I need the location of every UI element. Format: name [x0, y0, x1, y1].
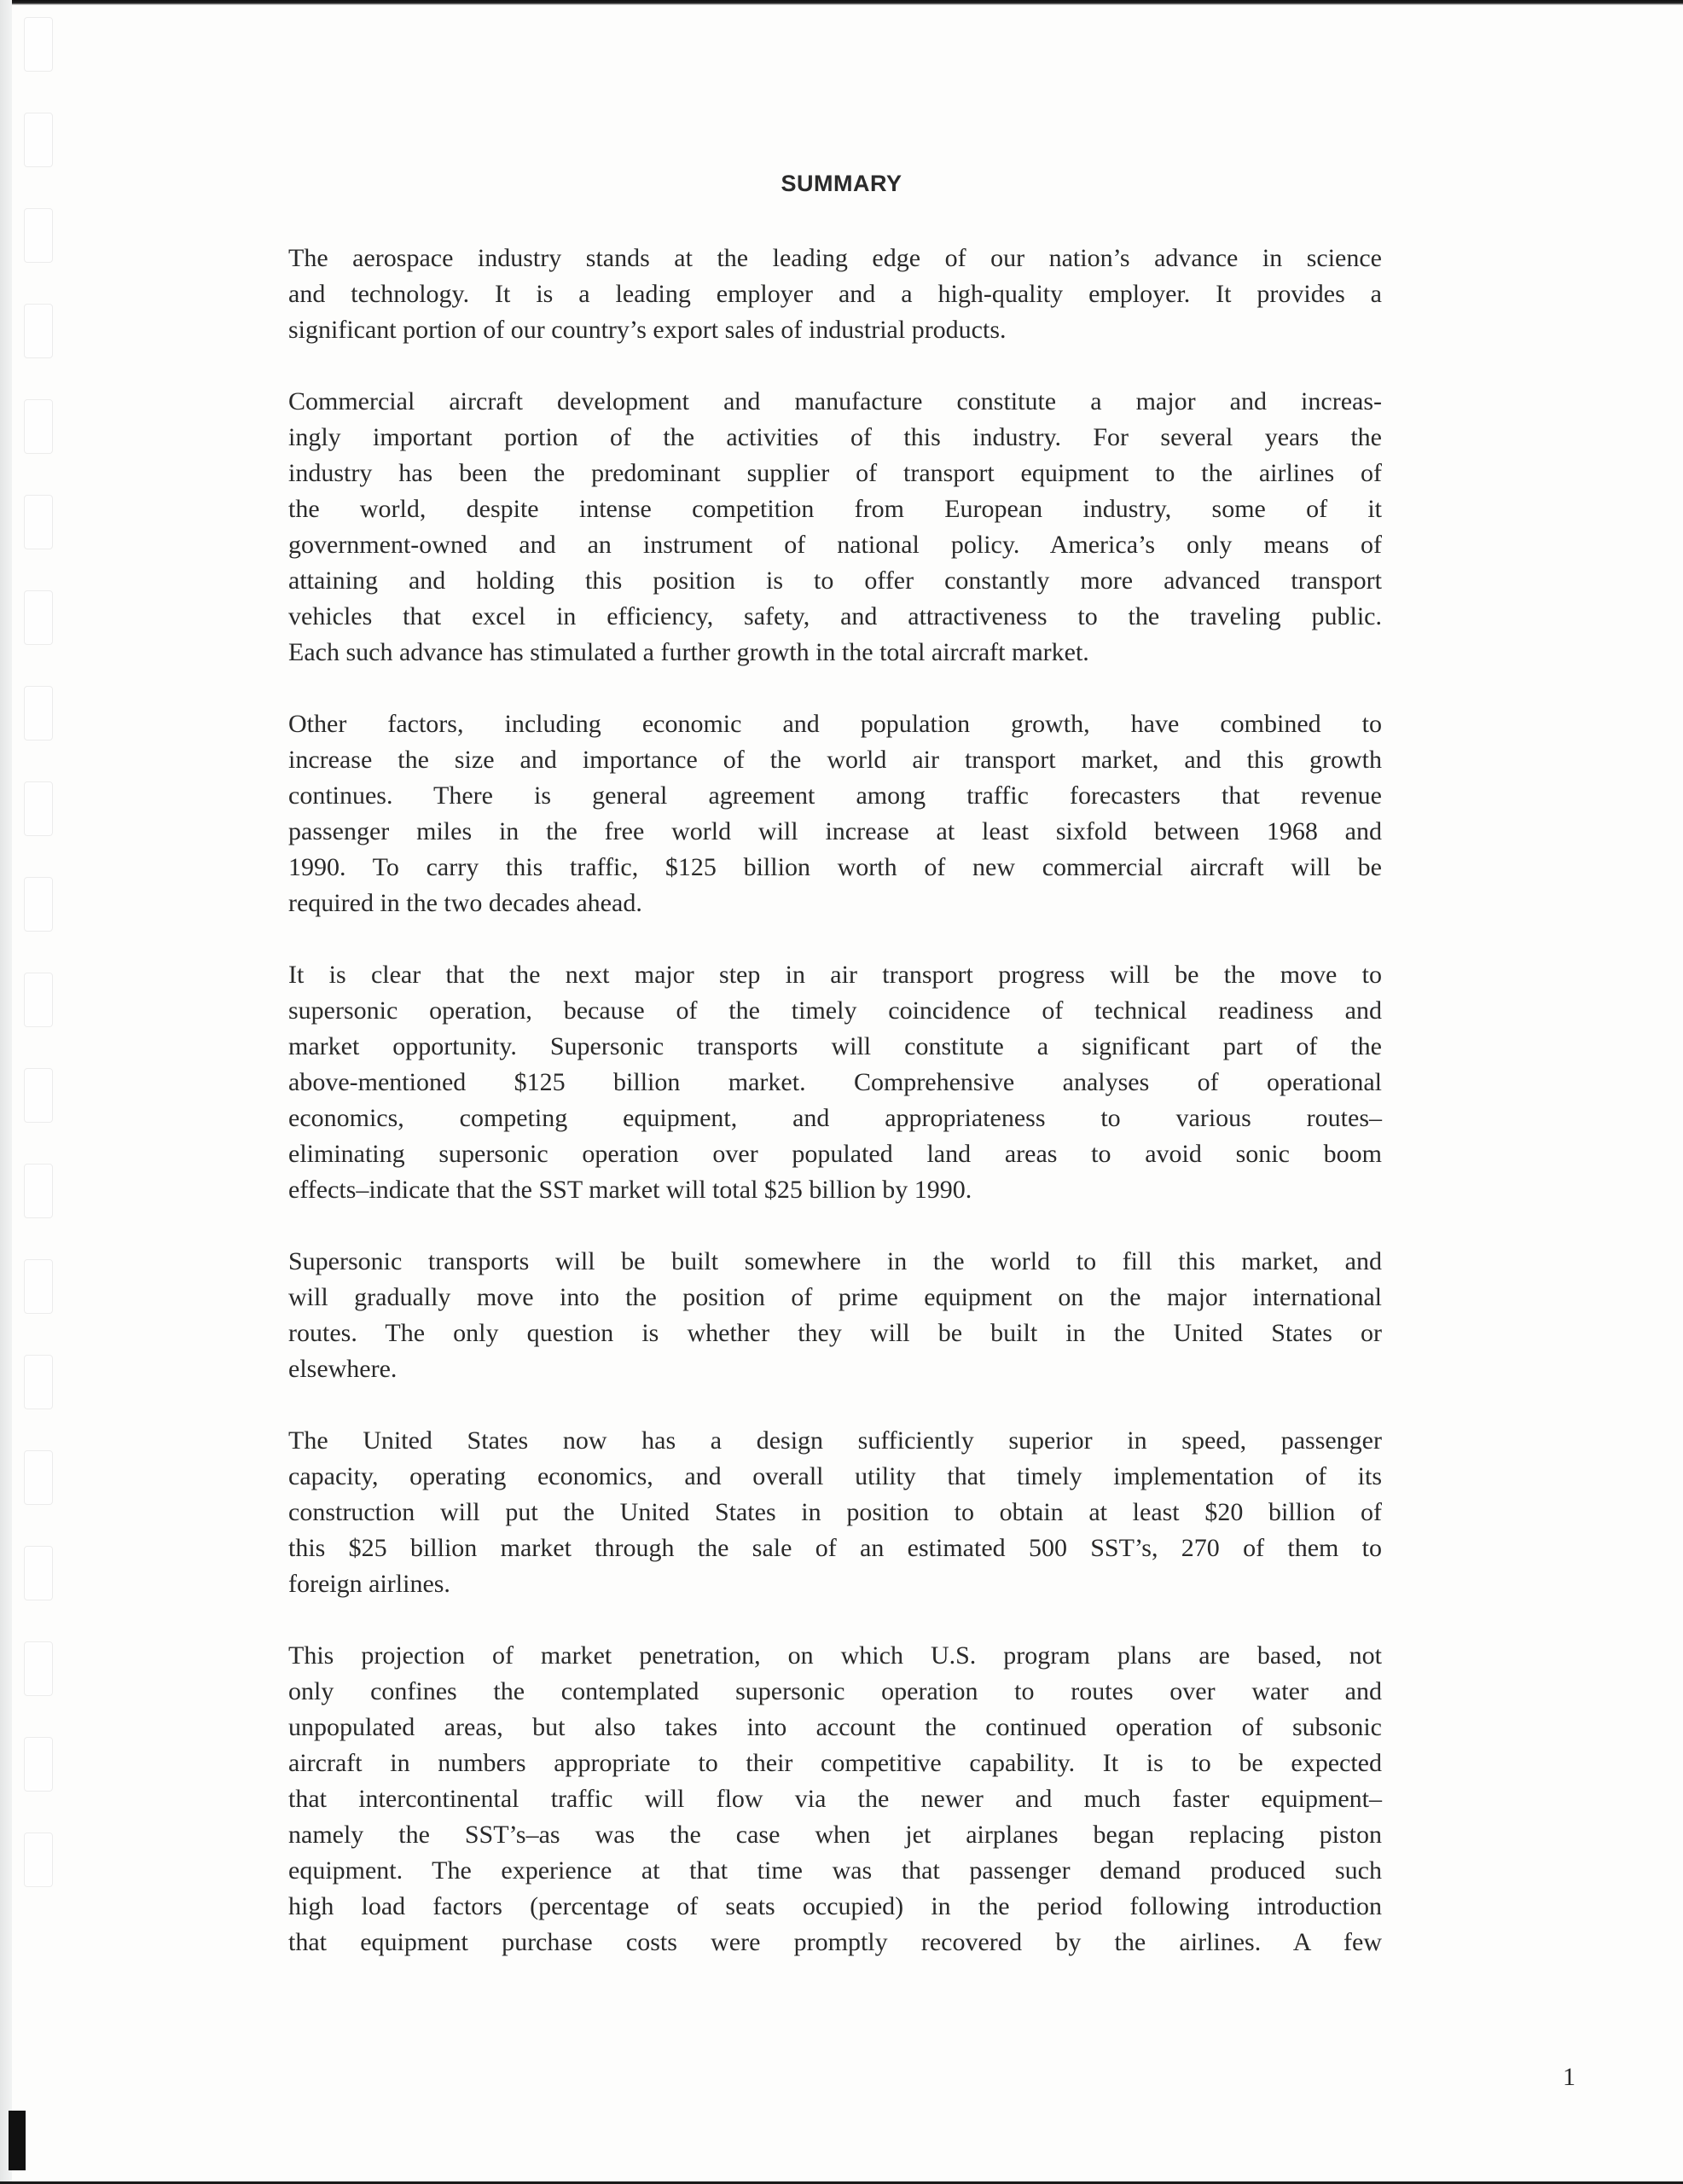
paragraph-line: routes. The only question is whether they will be built in the United States or	[288, 1319, 1382, 1347]
binding-hole	[24, 1737, 53, 1792]
paragraph-line: and technology. It is a leading employer and a high-quality employer. It provides a	[288, 280, 1382, 308]
paragraph	[288, 706, 1382, 921]
paragraph-line: attaining and holding this position is to offer constantly more advanced transport	[288, 566, 1382, 595]
binding-hole	[24, 304, 53, 358]
paragraph-line: government-owned and an instrument of national policy. America’s only means of	[288, 531, 1382, 559]
binding-hole	[24, 17, 53, 72]
paragraph-line: Supersonic transports will be built somewhere in the world to fill this market, and	[288, 1247, 1382, 1275]
binding-hole	[24, 973, 53, 1027]
paragraph-line: effects–indicate that the SST market will total $25 billion by 1990.	[288, 1176, 972, 1204]
paragraph-line: ingly important portion of the activities of this industry. For several years the	[288, 423, 1382, 451]
paragraph-line: The United States now has a design sufficiently superior in speed, passenger	[288, 1426, 1382, 1455]
binding-hole	[24, 113, 53, 167]
summary-body	[288, 241, 1382, 1996]
paragraph-line: continues. There is general agreement among traffic forecasters that revenue	[288, 781, 1382, 810]
paragraph-line: that intercontinental traffic will flow via the newer and much faster equipment–	[288, 1785, 1382, 1813]
paragraph-line: namely the SST’s–as was the case when jet airplanes began replacing piston	[288, 1821, 1382, 1849]
paragraph-line: foreign airlines.	[288, 1570, 450, 1598]
paragraph-line: capacity, operating economics, and overall utility that timely implementation of its	[288, 1462, 1382, 1490]
binding-hole	[24, 1641, 53, 1696]
paragraph-line: this $25 billion market through the sale of an estimated 500 SST’s, 270 of them to	[288, 1534, 1382, 1562]
paragraph-line: market opportunity. Supersonic transports will constitute a significant part of the	[288, 1032, 1382, 1060]
paragraph-line: industry has been the predominant supplier of transport equipment to the airlines of	[288, 459, 1382, 487]
paragraph-line: This projection of market penetration, on which U.S. program plans are based, not	[288, 1641, 1382, 1670]
page-title: SUMMARY	[781, 171, 902, 196]
black-registration-tab	[9, 2111, 26, 2170]
binding-hole	[24, 1546, 53, 1600]
binding-hole	[24, 781, 53, 836]
paragraph	[288, 241, 1382, 348]
paragraph-line: increase the size and importance of the world air transport market, and this growth	[288, 746, 1382, 774]
paragraph-line: above-mentioned $125 billion market. Comprehensive analyses of operational	[288, 1068, 1382, 1096]
paragraph-line: required in the two decades ahead.	[288, 889, 642, 917]
paragraph-line: only confines the contemplated supersonic operation to routes over water and	[288, 1677, 1382, 1705]
paragraph-line: will gradually move into the position of prime equipment on the major international	[288, 1283, 1382, 1311]
paragraph	[288, 1244, 1382, 1387]
paragraph-line: 1990. To carry this traffic, $125 billion worth of new commercial aircraft will be	[288, 853, 1382, 881]
paragraph-line: economics, competing equipment, and appropriateness to various routes–	[288, 1104, 1382, 1132]
paragraph-line: construction will put the United States in position to obtain at least $20 billion of	[288, 1498, 1382, 1526]
paragraph	[288, 1423, 1382, 1602]
paragraph	[288, 957, 1382, 1208]
paragraph	[288, 1638, 1382, 1960]
paragraph-line: high load factors (percentage of seats occupied) in the period following introduction	[288, 1892, 1382, 1920]
paragraph-line: that equipment purchase costs were promptly recovered by the airlines. A few	[288, 1928, 1382, 1956]
paragraph-line: Each such advance has stimulated a further growth in the total aircraft market.	[288, 638, 1089, 666]
paragraph-line: The aerospace industry stands at the leading edge of our nation’s advance in science	[288, 244, 1382, 272]
binding-hole	[24, 877, 53, 932]
binding-holes	[19, 17, 53, 2184]
page-left-edge	[0, 0, 12, 2184]
paragraph-line: Other factors, including economic and population growth, have combined to	[288, 710, 1382, 738]
binding-hole	[24, 495, 53, 549]
paragraph-line: unpopulated areas, but also takes into account the continued operation of subsonic	[288, 1713, 1382, 1741]
binding-hole	[24, 1355, 53, 1409]
paragraph-line: aircraft in numbers appropriate to their competitive capability. It is to be expected	[288, 1749, 1382, 1777]
binding-hole	[24, 399, 53, 454]
page-top-edge	[0, 0, 1683, 5]
paragraph-line: elsewhere.	[288, 1355, 398, 1383]
binding-hole	[24, 1259, 53, 1314]
binding-hole	[24, 590, 53, 645]
paragraph-line: It is clear that the next major step in air transport progress will be the move to	[288, 961, 1382, 989]
binding-hole	[24, 1450, 53, 1505]
paragraph-line: supersonic operation, because of the timely coincidence of technical readiness and	[288, 996, 1382, 1025]
paragraph-line: significant portion of our country’s export sales of industrial products.	[288, 316, 1007, 344]
paragraph-line: passenger miles in the free world will increase at least sixfold between 1968 and	[288, 817, 1382, 845]
binding-hole	[24, 1164, 53, 1218]
paragraph	[288, 384, 1382, 671]
page-number: 1	[1563, 2063, 1576, 2091]
binding-hole	[24, 1068, 53, 1123]
paragraph-line: the world, despite intense competition from European industry, some of it	[288, 495, 1382, 523]
paragraph-line: Commercial aircraft development and manufacture constitute a major and increas-	[288, 387, 1382, 415]
paragraph-line: eliminating supersonic operation over populated land areas to avoid sonic boom	[288, 1140, 1382, 1168]
binding-hole	[24, 208, 53, 263]
binding-hole	[24, 1833, 53, 1887]
binding-hole	[24, 686, 53, 741]
paragraph-line: vehicles that excel in efficiency, safety, and attractiveness to the traveling public.	[288, 602, 1382, 630]
paragraph-line: equipment. The experience at that time was that passenger demand produced such	[288, 1856, 1382, 1885]
